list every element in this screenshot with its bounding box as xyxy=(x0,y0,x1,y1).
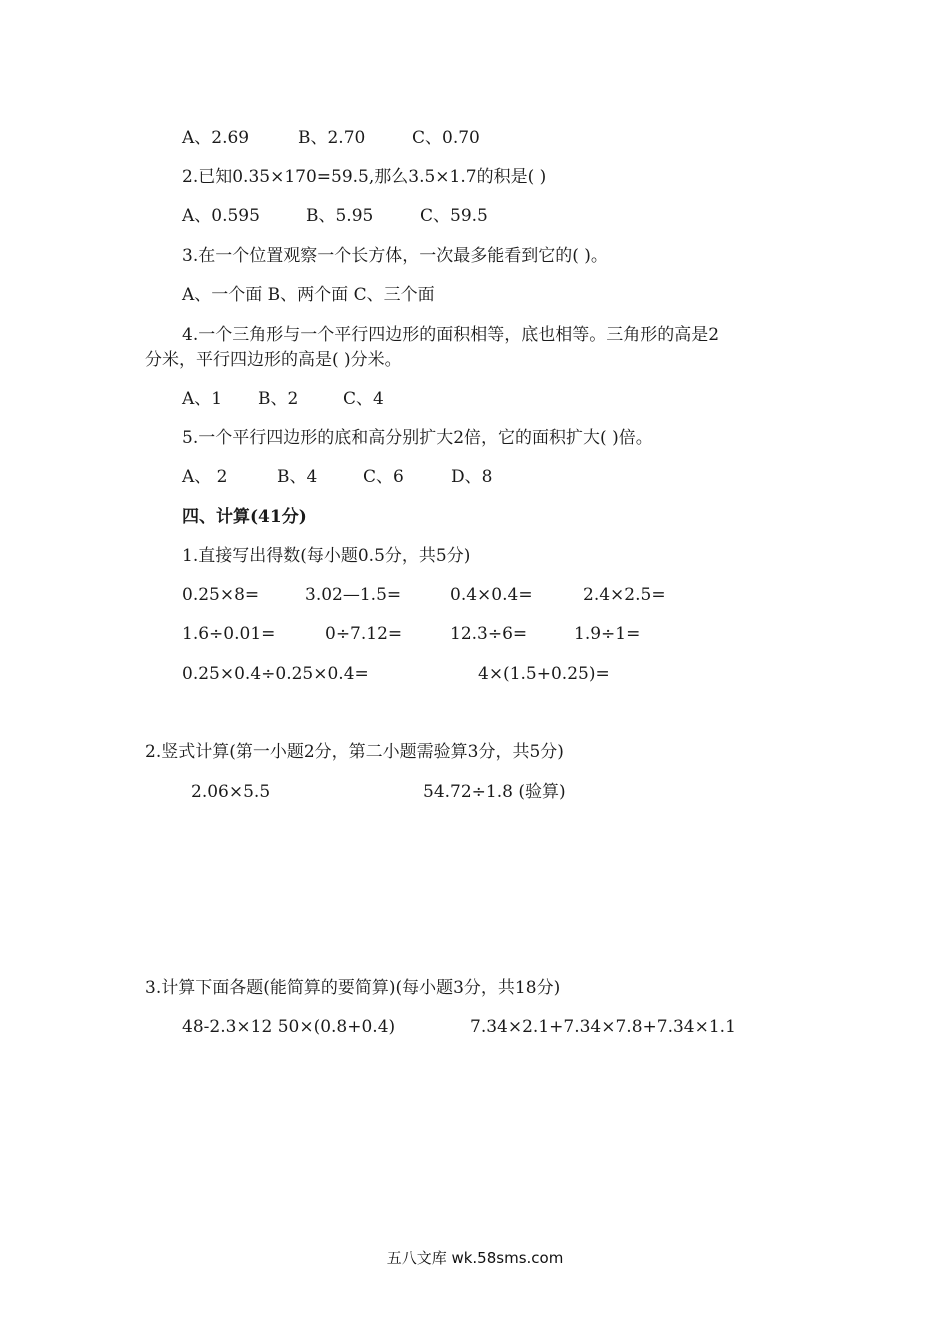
section-4-heading: 四、计算(41分) xyxy=(182,507,307,527)
simplify-item: 7.34×2.1+7.34×7.8+7.34×1.1 xyxy=(470,1017,736,1037)
calc-item: 2.4×2.5= xyxy=(583,585,666,605)
calc-item: 0÷7.12= xyxy=(325,624,403,644)
q1-option-b: B、2.70 xyxy=(298,128,366,148)
footer-watermark: 五八文库 wk.58sms.com xyxy=(386,1249,564,1267)
calc-item: 3.02—1.5= xyxy=(305,585,402,605)
q2-option-b: B、5.95 xyxy=(306,206,374,226)
simplify-item: 48-2.3×12 50×(0.8+0.4) xyxy=(182,1017,396,1037)
q2-option-c: C、59.5 xyxy=(420,206,488,226)
calc-item: 12.3÷6= xyxy=(450,624,528,644)
part-3-title: 3.计算下面各题(能简算的要简算)(每小题3分，共18分) xyxy=(145,978,561,998)
vertical-calc-item: 2.06×5.5 xyxy=(191,782,271,802)
part-2-title: 2.竖式计算(第一小题2分，第二小题需验算3分，共5分) xyxy=(145,742,564,762)
q4-option-a: A、1 xyxy=(182,389,223,409)
part-1-title: 1.直接写出得数(每小题0.5分，共5分) xyxy=(182,546,471,566)
vertical-calc-item: 54.72÷1.8 (验算) xyxy=(423,782,566,802)
question-4-line-2: 分米，平行四边形的高是( )分米。 xyxy=(145,350,402,370)
calc-item: 1.9÷1= xyxy=(574,624,641,644)
q4-option-b: B、2 xyxy=(258,389,299,409)
q4-option-c: C、4 xyxy=(343,389,384,409)
question-4-line-1: 4.一个三角形与一个平行四边形的面积相等，底也相等。三角形的高是2 xyxy=(182,325,720,345)
calc-item: 1.6÷0.01= xyxy=(182,624,276,644)
q5-option-c: C、6 xyxy=(363,467,404,487)
calc-item: 0.25×8= xyxy=(182,585,260,605)
question-2: 2.已知0.35×170=59.5,那么3.5×1.7的积是( ) xyxy=(182,167,547,187)
calc-item: 0.4×0.4= xyxy=(450,585,533,605)
q1-option-a: A、2.69 xyxy=(182,128,250,148)
q3-options: A、一个面 B、两个面 C、三个面 xyxy=(182,285,435,305)
q5-option-a: A、 2 xyxy=(182,467,228,487)
q2-option-a: A、0.595 xyxy=(182,206,260,226)
question-3: 3.在一个位置观察一个长方体，一次最多能看到它的( )。 xyxy=(182,246,608,266)
question-5: 5.一个平行四边形的底和高分别扩大2倍，它的面积扩大( )倍。 xyxy=(182,428,653,448)
q1-option-c: C、0.70 xyxy=(412,128,480,148)
q5-option-b: B、4 xyxy=(277,467,318,487)
calc-item: 4×(1.5+0.25)= xyxy=(478,664,610,684)
q5-option-d: D、8 xyxy=(451,467,493,487)
calc-item: 0.25×0.4÷0.25×0.4= xyxy=(182,664,369,684)
